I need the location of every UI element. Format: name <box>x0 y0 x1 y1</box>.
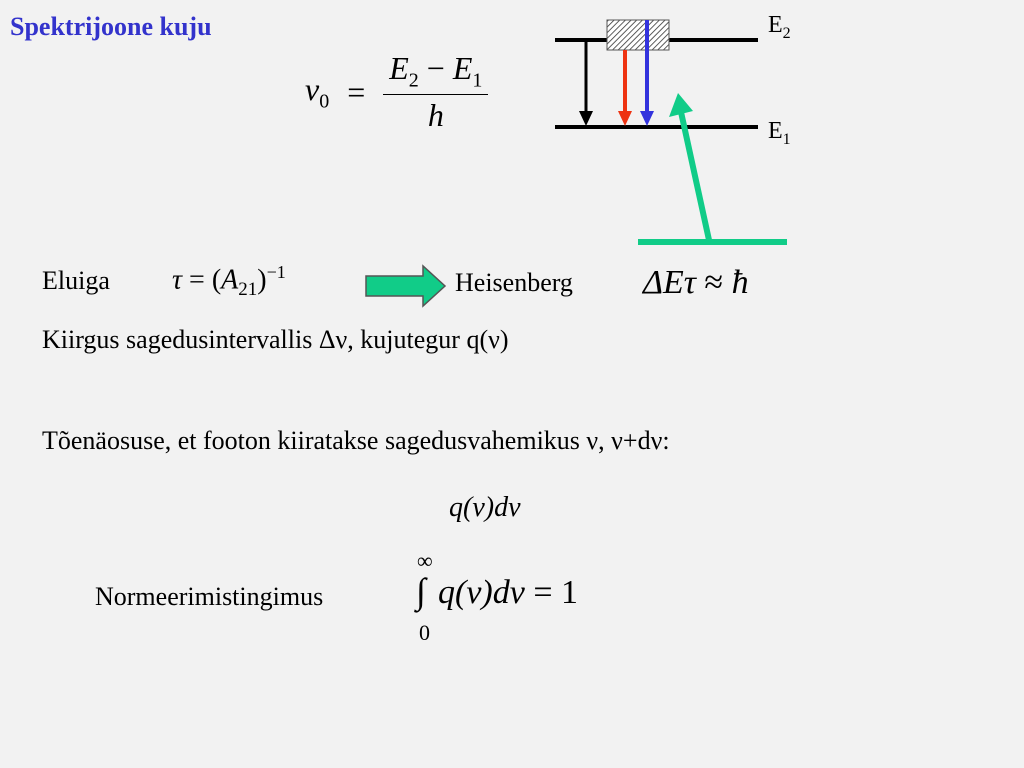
heisenberg-relation: ΔEτ ≈ ħ <box>643 264 749 301</box>
normalization-formula: q(ν)dν = 1 <box>438 574 579 611</box>
integral-sign: ∫ <box>416 571 426 611</box>
integral-lower-limit: 0 <box>419 620 430 645</box>
integral-upper-limit: ∞ <box>417 548 433 573</box>
slide-title: Spektrijoone kuju <box>10 12 212 41</box>
normalization-label: Normeerimistingimus <box>95 582 324 611</box>
lower-level-label: $E_1$ <box>768 118 791 148</box>
nu0-formula: $\nu_0$ = $\frac{E_2 - E_1}{h}$ <box>305 50 488 134</box>
upper-level-label: $E_2$ <box>768 12 791 42</box>
heisenberg-label: Heisenberg <box>455 268 573 297</box>
level-broadening-band <box>607 20 669 50</box>
probability-expression: q(ν)dν <box>449 492 521 523</box>
lifetime-formula: $\tau = (A_{21})^{-1}$ <box>172 262 286 300</box>
block-arrow-icon <box>366 266 445 306</box>
radiation-interval-line: Kiirgus sagedusintervallis Δν, kujutegur q(ν) <box>42 325 509 354</box>
lifetime-label: Eluiga <box>42 266 110 295</box>
green-pointer-arrow <box>681 112 709 240</box>
probability-line: Tõenäosuse, et footon kiiratakse sagedusvahemikus ν, ν+dν: <box>42 426 670 455</box>
